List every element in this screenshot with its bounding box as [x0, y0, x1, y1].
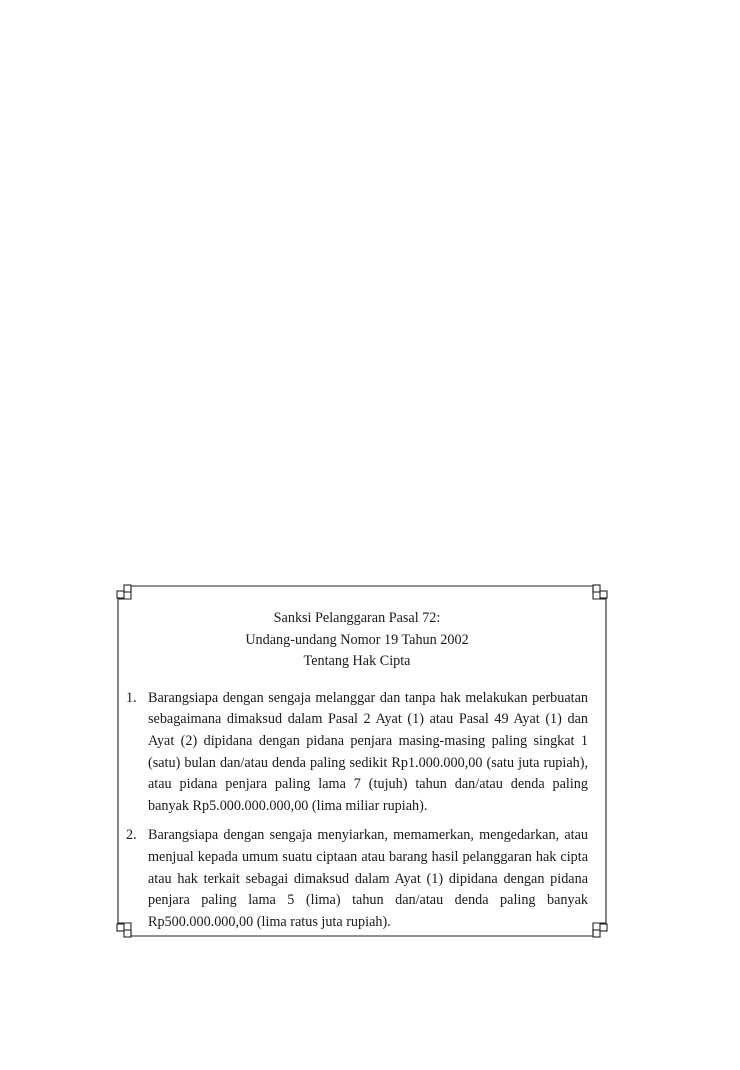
- clause-text: Barangsiapa dengan sengaja melanggar dan tanpa hak melakukan perbuatan sebagaimana dimaksud dalam Pasal 2 Ayat (1) atau Pasal 49 Ayat (1) dan Ayat (2) dipidana dengan pidana penjara masing-masing paling singkat 1 (satu) bulan dan/atau denda paling sedikit Rp1.000.000,00 (satu juta rupiah), atau pidana penjara paling lama 7 (tujuh) tahun dan/atau denda paling banyak Rp5.000.000.000,00 (lima miliar rupiah).: [148, 689, 588, 814]
- clause-text: Barangsiapa dengan sengaja menyiarkan, memamerkan, mengedarkan, atau menjual kepada umum suatu ciptaan atau barang hasil pelanggaran hak cipta atau hak terkait sebagai dimaksud dalam Ayat (1) dipidana dengan pidana penjara paling lama 5 (lima) tahun dan/atau denda paling banyak Rp500.000.000,00 (lima ratus juta rupiah).: [148, 827, 588, 930]
- clause-list: [126, 688, 588, 934]
- notice-heading: [126, 608, 588, 673]
- clause-number: 2.: [126, 827, 137, 844]
- clause-item: [126, 825, 588, 933]
- heading-line-3: Tentang Hak Cipta: [303, 653, 411, 670]
- heading-line-1: Sanksi Pelanggaran Pasal 72:: [273, 610, 441, 626]
- heading-line-2: Undang-undang Nomor 19 Tahun 2002: [245, 631, 469, 648]
- clause-number: 1.: [126, 689, 137, 706]
- notice-content: [126, 608, 588, 941]
- copyright-notice-box: [118, 586, 606, 936]
- clause-item: [126, 688, 588, 818]
